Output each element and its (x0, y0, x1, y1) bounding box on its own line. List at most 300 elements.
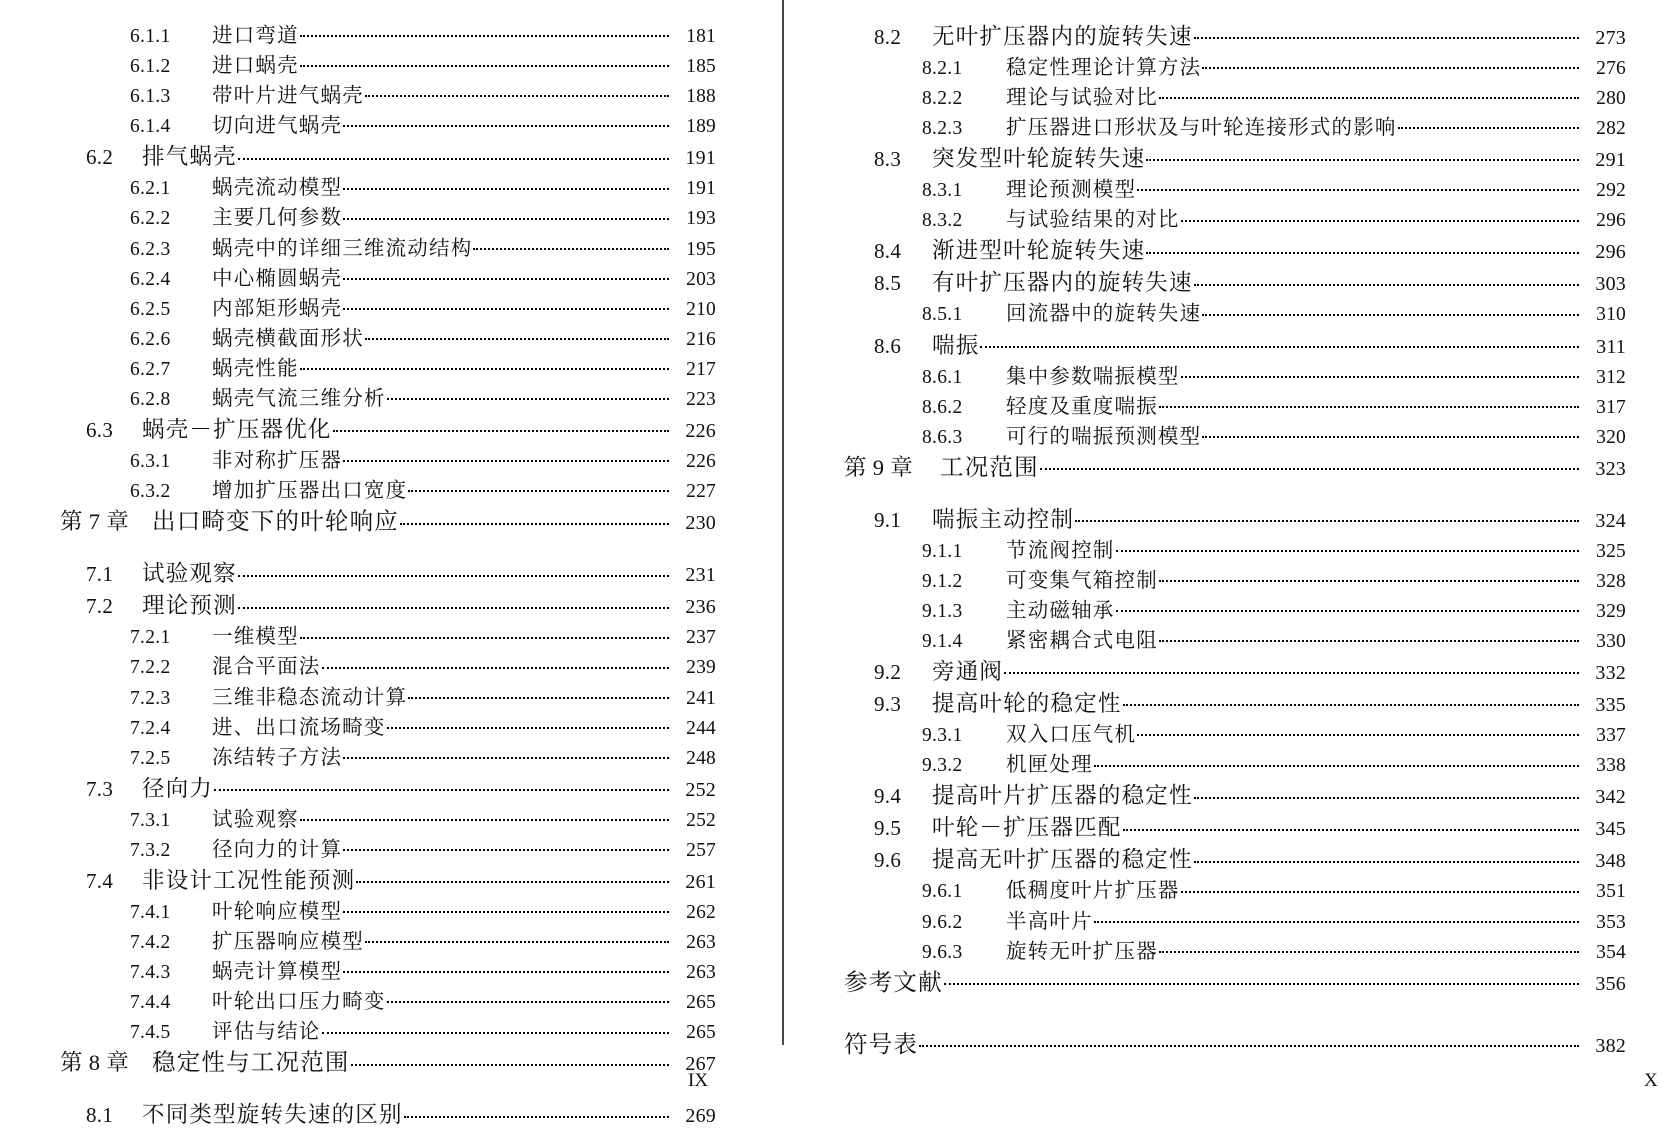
toc-entry-number: 9.6.1 (922, 881, 963, 903)
toc-entry-number: 6.2.4 (130, 268, 171, 290)
toc-entry-page-number: 325 (1596, 540, 1626, 562)
toc-entry-page-number: 265 (686, 992, 716, 1014)
toc-entry-page-number: 354 (1596, 941, 1626, 963)
toc-entry[interactable] (0, 269, 782, 299)
toc-entry-title: 中心椭圆蜗壳 (212, 267, 343, 290)
toc-entry[interactable] (0, 481, 782, 511)
toc-entry-title: 喘振 (932, 332, 980, 358)
toc-entry-number: 8.6.3 (922, 426, 963, 448)
toc-entry[interactable] (0, 902, 782, 932)
toc-entry[interactable] (782, 506, 1672, 541)
toc-entry-number: 6.3.1 (130, 451, 171, 473)
toc-entry-title: 主要几何参数 (212, 207, 343, 230)
toc-leader-dots (300, 359, 669, 375)
toc-leader-dots (1202, 58, 1579, 74)
toc-entry-page-number: 210 (686, 298, 716, 320)
toc-entry-page-number: 342 (1595, 786, 1626, 809)
toc-leader-dots (333, 421, 669, 437)
toc-entry-page-number: 230 (685, 512, 716, 535)
toc-entry-number: 9.5 (874, 816, 902, 841)
toc-entry-number: 6.1.3 (130, 86, 171, 108)
toc-entry-number: 6.1.4 (130, 116, 171, 138)
toc-leader-dots (1094, 912, 1579, 928)
toc-entry-page-number: 244 (686, 717, 716, 739)
toc-entry-number: 9.3.2 (922, 755, 963, 777)
toc-entry[interactable] (0, 419, 782, 451)
toc-entry-page-number: 296 (1596, 210, 1626, 232)
toc-entry-title: 参考文献 (844, 969, 943, 996)
toc-leader-dots (473, 239, 669, 255)
toc-entry-title: 回流器中的旋转失速 (1006, 303, 1202, 326)
toc-leader-dots (356, 872, 669, 888)
toc-entry-number: 8.5.1 (922, 304, 963, 326)
toc-leader-dots (408, 481, 669, 497)
toc-entry-number: 6.2.6 (130, 328, 171, 350)
toc-entry[interactable] (782, 180, 1672, 210)
toc-entry-number: 7.4.2 (130, 932, 171, 954)
toc-entry[interactable] (782, 26, 1672, 58)
toc-entry-page-number: 181 (686, 26, 716, 47)
toc-entry-page-number: 191 (686, 178, 716, 200)
toc-entry[interactable] (782, 58, 1672, 88)
toc-list-right (782, 26, 1672, 1096)
toc-leader-dots (1398, 118, 1579, 134)
toc-entry[interactable] (782, 272, 1672, 304)
toc-entry-title: 试验观察 (142, 561, 237, 587)
toc-entry-title: 增加扩压器出口宽度 (212, 480, 408, 503)
toc-entry[interactable] (0, 867, 782, 902)
toc-leader-dots (343, 116, 669, 132)
toc-entry-page-number: 185 (686, 56, 716, 78)
toc-leader-dots (343, 178, 669, 194)
toc-entry-number: 6.2.2 (130, 208, 171, 230)
toc-entry-number: 8.5 (874, 271, 902, 296)
toc-entry-page-number: 323 (1595, 457, 1626, 480)
toc-entry[interactable] (782, 148, 1672, 180)
toc-entry-title: 工况范围 (940, 454, 1039, 481)
toc-entry[interactable] (0, 329, 782, 359)
toc-entry-page-number: 265 (686, 1022, 716, 1044)
toc-entry-number: 7.2.2 (130, 657, 171, 679)
toc-entry-page-number: 317 (1596, 396, 1626, 418)
toc-entry[interactable] (782, 367, 1672, 397)
toc-entry[interactable] (0, 1052, 782, 1104)
toc-entry-page-number: 216 (686, 328, 716, 350)
toc-leader-dots (1181, 881, 1579, 897)
toc-entry-page-number: 330 (1596, 631, 1626, 653)
toc-entry-page-number: 311 (1596, 335, 1626, 358)
toc-entry-number: 8.6 (874, 333, 902, 358)
toc-entry[interactable] (0, 992, 782, 1022)
toc-entry-number: 7.2.3 (130, 687, 171, 709)
toc-entry[interactable] (782, 725, 1672, 755)
toc-entry-title: 提高无叶扩压器的稳定性 (932, 847, 1193, 873)
toc-leader-dots (1040, 459, 1579, 475)
toc-entry[interactable] (782, 693, 1672, 725)
folio-right: X (1644, 1070, 1658, 1091)
toc-entry-title: 机匣处理 (1006, 754, 1093, 777)
toc-entry-number: 7.4.5 (130, 1022, 171, 1044)
toc-entry-title: 符号表 (844, 1031, 919, 1058)
toc-entry-page-number: 193 (686, 208, 716, 230)
toc-entry[interactable] (0, 299, 782, 329)
toc-entry-number: 9.1 (874, 507, 902, 532)
toc-leader-dots (1146, 242, 1579, 258)
toc-entry[interactable] (0, 775, 782, 810)
toc-leader-dots (365, 932, 669, 948)
toc-entry-number: 7.2.1 (130, 627, 171, 649)
toc-entry-number: 7.4.3 (130, 962, 171, 984)
toc-entry[interactable] (0, 657, 782, 687)
toc-entry-page-number: 282 (1596, 118, 1626, 140)
toc-leader-dots (1094, 755, 1579, 771)
toc-leader-dots (300, 810, 669, 826)
toc-entry[interactable] (0, 116, 782, 146)
toc-entry-number: 7.4.4 (130, 992, 171, 1014)
toc-entry-page-number: 292 (1596, 180, 1626, 202)
toc-leader-dots (238, 565, 669, 581)
toc-entry[interactable] (782, 118, 1672, 148)
toc-leader-dots (1202, 427, 1579, 443)
toc-entry-number: 7.2.5 (130, 747, 171, 769)
toc-leader-dots (365, 86, 669, 102)
toc-entry-number: 9.1.2 (922, 570, 963, 592)
toc-entry-title: 蜗壳气流三维分析 (212, 388, 386, 411)
toc-leader-dots (387, 389, 669, 405)
toc-entry[interactable] (782, 817, 1672, 849)
toc-entry-page-number: 191 (685, 147, 716, 170)
toc-entry-title: 切向进气蜗壳 (212, 115, 343, 138)
toc-entry-number: 6.3 (86, 418, 114, 443)
toc-leader-dots (322, 657, 670, 673)
toc-entry[interactable] (0, 208, 782, 238)
toc-entry-number: 9.1.3 (922, 601, 963, 623)
toc-entry-page-number: 203 (686, 268, 716, 290)
toc-leader-dots (343, 962, 669, 978)
toc-entry-number: 8.2.1 (922, 58, 963, 79)
toc-entry-number: 6.1.1 (130, 26, 171, 47)
toc-entry-page-number: 188 (686, 86, 716, 108)
toc-leader-dots (1123, 695, 1579, 711)
toc-leader-dots (365, 329, 669, 345)
toc-entry-number: 7.2.4 (130, 717, 171, 739)
toc-entry-page-number: 332 (1595, 662, 1626, 685)
toc-entry[interactable] (782, 427, 1672, 457)
toc-entry-title: 进口蜗壳 (212, 55, 299, 78)
toc-entry-number: 6.2.3 (130, 238, 171, 260)
toc-entry[interactable] (782, 849, 1672, 881)
toc-leader-dots (1194, 274, 1579, 290)
toc-entry-title: 径向力的计算 (212, 838, 343, 861)
toc-entry-number: 9.2 (874, 660, 902, 685)
toc-entry-number: 8.4 (874, 239, 902, 264)
toc-entry-page-number: 269 (685, 1105, 716, 1128)
toc-entry-title: 突发型叶轮旋转失速 (932, 146, 1146, 172)
toc-entry-page-number: 257 (686, 839, 716, 861)
toc-entry-number: 7.3.1 (130, 809, 171, 831)
toc-entry-page-number: 217 (686, 358, 716, 380)
toc-entry-title: 低稠度叶片扩压器 (1006, 880, 1180, 903)
toc-entry[interactable] (0, 239, 782, 269)
toc-leader-dots (300, 56, 669, 72)
toc-leader-dots (343, 299, 669, 315)
toc-entry[interactable] (0, 627, 782, 657)
toc-entry-title: 轻度及重度喘振 (1006, 395, 1158, 418)
toc-entry-title: 提高叶轮的稳定性 (932, 691, 1122, 717)
toc-entry-page-number: 356 (1595, 972, 1626, 995)
toc-entry[interactable] (782, 88, 1672, 118)
toc-entry[interactable] (782, 240, 1672, 272)
toc-leader-dots (1181, 210, 1579, 226)
left-page (0, 0, 782, 1132)
toc-entry[interactable] (782, 969, 1672, 1034)
toc-entry-title: 进口弯道 (212, 25, 299, 47)
toc-entry-page-number: 382 (1595, 1034, 1626, 1057)
toc-entry-number: 7.2 (86, 594, 114, 619)
toc-entry-page-number: 189 (686, 116, 716, 138)
toc-entry[interactable] (782, 332, 1672, 367)
toc-entry-title: 进、出口流场畸变 (212, 716, 386, 739)
toc-entry-title: 蜗壳流动模型 (212, 177, 343, 200)
toc-entry-page-number: 239 (686, 657, 716, 679)
toc-entry-number: 6.2.8 (130, 389, 171, 411)
toc-entry-page-number: 348 (1595, 850, 1626, 873)
toc-entry-title: 集中参数喘振模型 (1006, 365, 1180, 388)
toc-leader-dots (343, 451, 669, 467)
toc-entry[interactable] (782, 881, 1672, 911)
toc-entry[interactable] (0, 86, 782, 116)
toc-entry-number: 9.6.2 (922, 911, 963, 933)
toc-entry-title: 有叶扩压器内的旋转失速 (932, 270, 1193, 296)
toc-entry[interactable] (782, 631, 1672, 661)
toc-leader-dots (1194, 787, 1579, 803)
toc-entry[interactable] (0, 359, 782, 389)
toc-entry[interactable] (0, 451, 782, 481)
toc-leader-dots (343, 840, 669, 856)
toc-entry-title: 蜗壳性能 (212, 357, 299, 380)
toc-entry-title: 排气蜗壳 (142, 144, 237, 170)
toc-entry-title: 扩压器进口形状及与叶轮连接形式的影响 (1006, 117, 1397, 140)
toc-entry[interactable] (0, 511, 782, 563)
toc-entry-number: 7.4 (86, 868, 114, 893)
toc-entry-title: 节流阀控制 (1006, 539, 1115, 562)
toc-entry-page-number: 276 (1596, 58, 1626, 79)
toc-entry-number: 8.1 (86, 1103, 114, 1128)
toc-entry-page-number: 226 (686, 451, 716, 473)
toc-entry-page-number: 338 (1596, 755, 1626, 777)
toc-entry-number: 6.2.7 (130, 358, 171, 380)
toc-leader-dots (1146, 150, 1579, 166)
toc-entry-number: 6.2.5 (130, 298, 171, 320)
toc-entry-page-number: 345 (1595, 818, 1626, 841)
toc-entry-page-number: 337 (1596, 725, 1626, 747)
toc-leader-dots (300, 26, 669, 42)
toc-entry-page-number: 291 (1595, 149, 1626, 172)
toc-entry-page-number: 241 (686, 687, 716, 709)
toc-entry-title: 非设计工况性能预测 (142, 867, 356, 893)
toc-entry-title: 非对称扩压器 (212, 450, 343, 473)
toc-entry-page-number: 324 (1595, 509, 1626, 532)
toc-entry-page-number: 223 (686, 389, 716, 411)
toc-entry[interactable] (782, 541, 1672, 571)
toc-entry-title: 稳定性理论计算方法 (1006, 57, 1202, 79)
toc-entry-page-number: 296 (1595, 241, 1626, 264)
toc-entry-title: 蜗壳计算模型 (212, 961, 343, 984)
toc-leader-dots (1116, 541, 1580, 557)
toc-entry-title: 带叶片进气蜗壳 (212, 85, 364, 108)
toc-entry-page-number: 303 (1595, 273, 1626, 296)
toc-entry-number: 8.3.1 (922, 180, 963, 202)
toc-entry-number: 6.2.1 (130, 178, 171, 200)
toc-entry-title: 渐进型叶轮旋转失速 (932, 238, 1146, 264)
toc-entry-page-number: 261 (685, 870, 716, 893)
toc-entry-number: 8.2 (874, 25, 902, 49)
toc-entry[interactable] (0, 840, 782, 870)
toc-entry-title: 蜗壳中的详细三维流动结构 (212, 237, 473, 260)
toc-entry-page-number: 252 (685, 778, 716, 801)
toc-entry-title: 双入口压气机 (1006, 724, 1137, 747)
toc-leader-dots (351, 1054, 669, 1070)
toc-entry-title: 试验观察 (212, 808, 299, 831)
toc-entry-page-number: 273 (1595, 27, 1626, 49)
toc-entry[interactable] (782, 397, 1672, 427)
toc-entry[interactable] (0, 1104, 782, 1136)
toc-leader-dots (343, 748, 669, 764)
toc-entry-page-number: 312 (1596, 366, 1626, 388)
toc-entry-title: 紧密耦合式电阻 (1006, 630, 1158, 653)
toc-entry-title: 冻结转子方法 (212, 746, 343, 769)
toc-entry-title: 评估与结论 (212, 1021, 321, 1044)
toc-entry[interactable] (0, 26, 782, 56)
toc-entry[interactable] (0, 688, 782, 718)
toc-entry[interactable] (782, 912, 1672, 942)
toc-entry-title: 稳定性与工况范围 (152, 1050, 350, 1077)
toc-entry-page-number: 267 (685, 1053, 716, 1076)
toc-entry[interactable] (782, 210, 1672, 240)
toc-entry-page-number: 329 (1596, 601, 1626, 623)
toc-leader-dots (387, 718, 669, 734)
toc-entry[interactable] (782, 1031, 1672, 1096)
toc-leader-dots (1194, 28, 1579, 44)
toc-entry-number: 8.6.1 (922, 366, 963, 388)
toc-leader-dots (1159, 631, 1579, 647)
toc-leader-dots (238, 597, 669, 613)
toc-entry-title: 理论预测模型 (1006, 179, 1137, 202)
toc-entry-title: 可行的喘振预测模型 (1006, 425, 1202, 448)
toc-entry-title: 扩压器响应模型 (212, 931, 364, 954)
toc-entry-page-number: 280 (1596, 88, 1626, 110)
toc-leader-dots (1194, 851, 1579, 867)
toc-entry-title: 蜗壳横截面形状 (212, 327, 364, 350)
toc-entry[interactable] (0, 962, 782, 992)
toc-leader-dots (387, 992, 669, 1008)
toc-entry[interactable] (0, 932, 782, 962)
toc-entry-page-number: 226 (685, 420, 716, 443)
toc-entry-title: 半高叶片 (1006, 910, 1093, 933)
toc-entry[interactable] (0, 810, 782, 840)
toc-entry-page-number: 248 (686, 747, 716, 769)
toc-entry-number: 8.2.3 (922, 118, 963, 140)
toc-leader-dots (408, 688, 669, 704)
toc-leader-dots (343, 208, 669, 224)
toc-entry[interactable] (782, 785, 1672, 817)
toc-entry[interactable] (0, 595, 782, 627)
toc-entry-title: 提高叶片扩压器的稳定性 (932, 783, 1193, 809)
toc-entry-number: 8.3 (874, 147, 902, 172)
toc-leader-dots (919, 1036, 1579, 1052)
toc-entry-number: 8.2.2 (922, 88, 963, 110)
toc-leader-dots (322, 1022, 670, 1038)
toc-leader-dots (1159, 88, 1579, 104)
toc-entry-title: 内部矩形蜗壳 (212, 297, 343, 320)
toc-entry-number: 8.3.2 (922, 210, 963, 232)
toc-entry[interactable] (0, 56, 782, 86)
toc-entry-title: 与试验结果的对比 (1006, 209, 1180, 232)
toc-leader-dots (1004, 663, 1579, 679)
toc-entry-title: 无叶扩压器内的旋转失速 (932, 24, 1193, 49)
toc-entry-title: 旋转无叶扩压器 (1006, 940, 1158, 963)
toc-entry-number: 9.4 (874, 784, 902, 809)
toc-entry-title: 一维模型 (212, 626, 299, 649)
toc-entry-page-number: 353 (1596, 911, 1626, 933)
toc-entry-page-number: 263 (686, 932, 716, 954)
toc-entry[interactable] (782, 601, 1672, 631)
toc-entry-title: 主动磁轴承 (1006, 600, 1115, 623)
toc-leader-dots (1116, 601, 1580, 617)
toc-leader-dots (300, 627, 669, 643)
toc-entry[interactable] (0, 563, 782, 595)
toc-entry[interactable] (0, 748, 782, 778)
toc-entry[interactable] (782, 942, 1672, 972)
toc-entry[interactable] (782, 304, 1672, 334)
toc-entry-number: 8.6.2 (922, 396, 963, 418)
toc-entry-page-number: 328 (1596, 570, 1626, 592)
folio-left: IX (688, 1070, 709, 1091)
toc-entry-title: 理论预测 (142, 593, 237, 619)
toc-entry[interactable] (782, 454, 1672, 509)
toc-entry-page-number: 252 (686, 809, 716, 831)
toc-entry[interactable] (0, 1022, 782, 1052)
toc-leader-dots (1159, 942, 1579, 958)
toc-leader-dots (400, 513, 669, 529)
toc-entry-title: 三维非稳态流动计算 (212, 686, 408, 709)
toc-entry-page-number: 227 (686, 481, 716, 503)
toc-leader-dots (1075, 511, 1579, 527)
toc-leader-dots (343, 269, 669, 285)
toc-entry-number: 9.3 (874, 692, 902, 717)
toc-entry[interactable] (782, 571, 1672, 601)
toc-entry[interactable] (0, 718, 782, 748)
toc-entry-page-number: 351 (1596, 881, 1626, 903)
toc-entry-title: 混合平面法 (212, 656, 321, 679)
toc-entry-title: 叶轮响应模型 (212, 900, 343, 923)
toc-entry-page-number: 263 (686, 962, 716, 984)
toc-entry-number: 7.3 (86, 776, 114, 801)
toc-entry[interactable] (782, 755, 1672, 785)
toc-leader-dots (1159, 397, 1579, 413)
toc-entry[interactable] (782, 661, 1672, 693)
toc-entry[interactable] (0, 389, 782, 419)
toc-leader-dots (1181, 367, 1579, 383)
toc-entry-title: 旁通阀 (932, 659, 1004, 685)
toc-entry[interactable] (0, 178, 782, 208)
toc-entry-title: 出口畸变下的叶轮响应 (152, 509, 399, 536)
toc-entry[interactable] (0, 146, 782, 178)
toc-entry-number: 7.1 (86, 562, 114, 587)
toc-leader-dots (1137, 180, 1579, 196)
toc-entry-title: 理论与试验对比 (1006, 87, 1158, 110)
toc-entry-title: 叶轮出口压力畸变 (212, 991, 386, 1014)
